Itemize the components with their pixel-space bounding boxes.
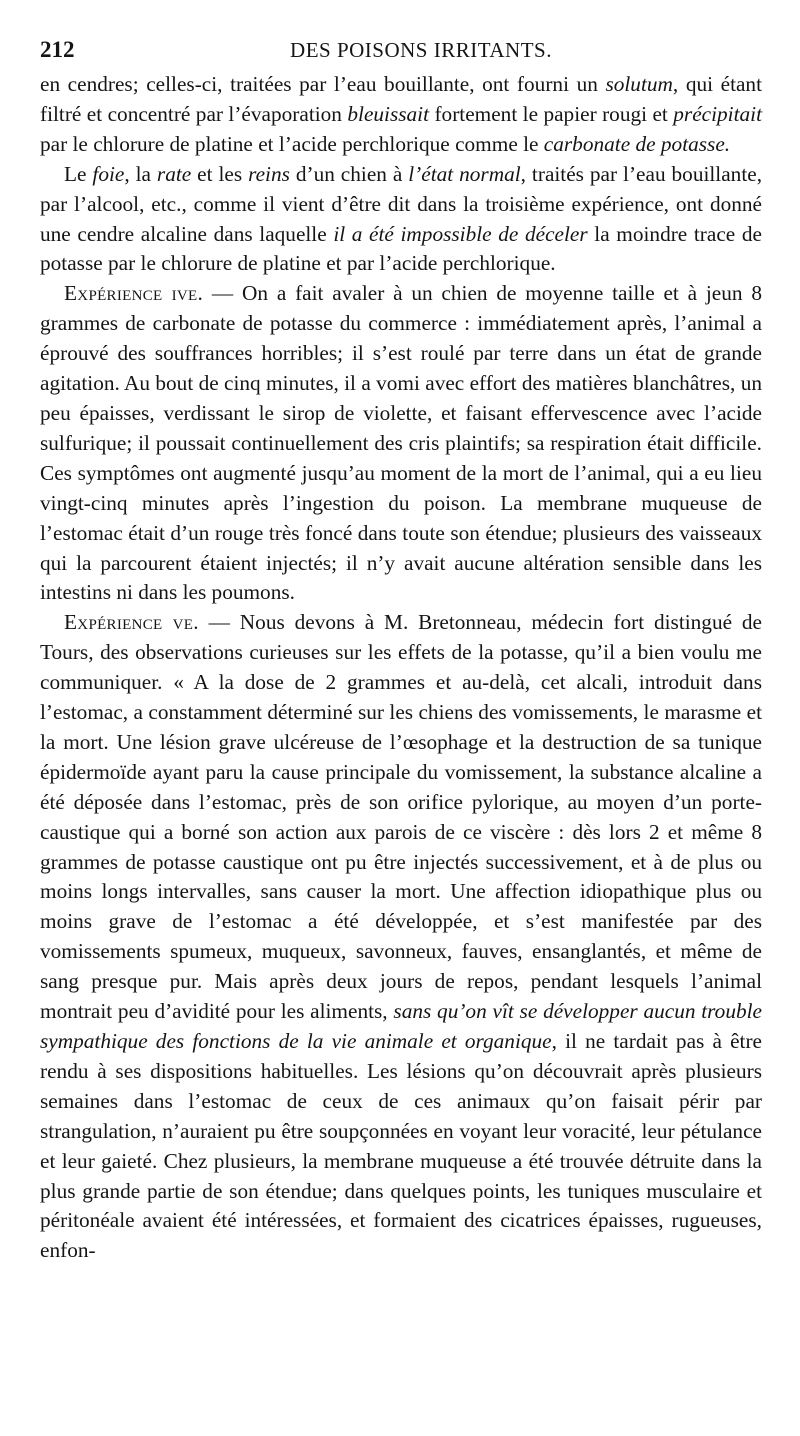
italic-text: rate <box>156 161 192 186</box>
text-run: , traités par l’eau bouillante, par l’alcool, etc., comme il vient d’être dit dans la troisième expérience, ont donné une cendre alcaline dans laquelle <box>40 161 763 246</box>
italic-text: il a été impossible de déceler <box>333 221 588 246</box>
paragraph <box>40 279 762 608</box>
text-run: — On a fait avaler à un chien de moyenne taille et à jeun 8 grammes de carbonate de potasse du commerce : immédiatement après, l’animal a éprouvé des souffrances horribles; il s’est roulé par terre dans un état de grande agitation. Au bout de cinq minutes, il a vomi avec effort des matières blanchâtres, un peu épaisses, verdissant le sirop de violette, et faisant effervescence avec l’acide sulfurique; il poussait continuellement des cris plaintifs; sa respiration était difficile. Ces symptômes ont augmenté jusqu’au moment de la mort de l’animal, qui a eu lieu vingt-cinq minutes après l’ingestion du poison. La membrane muqueuse de l’estomac était d’un rouge très foncé dans toute son étendue; plusieurs des vaisseaux qui la parcourent étaient injectés; il n’y avait aucune altération sensible dans les intestins ni dans les poumons. <box>40 281 762 605</box>
italic-text: carbonate de potasse. <box>543 131 731 156</box>
text-run: , il ne tardait pas à être rendu à ses dispositions habituelles. Les lésions qu’on découvrait après plusieurs semaines dans l’estomac de ceux de ces animaux qu’on faisait périr par strangulation, n’auraient pu être soupçonnées en voyant leur voracité, leur pétulance et leur gaieté. Chez plusieurs, la membrane muqueuse a été trouvée détruite dans la plus grande partie de son étendue; dans quelques points, les tuniques musculaire et péritonéale avaient été intéressées, et formaient des cicatrices épaisses, rugueuses, enfon- <box>40 1029 762 1263</box>
text-run: et les <box>191 161 249 186</box>
text-run: , qui étant filtré et concentré par l’évaporation <box>40 72 762 126</box>
page-number: 212 <box>40 37 75 62</box>
italic-text: bleuissait <box>347 101 430 126</box>
italic-text: sans qu’on vît se développer aucun trouble sympathique des fonctions de la vie animale et organique <box>40 999 762 1053</box>
body-text <box>40 70 762 1266</box>
text-run: Le <box>64 161 93 186</box>
italic-text: reins <box>248 161 290 186</box>
paragraph <box>40 70 762 160</box>
running-title: DES POISONS IRRITANTS. <box>290 38 552 62</box>
text-run: la moindre trace de potasse par le chlorure de platine et par l’acide perchlorique. <box>40 221 762 276</box>
italic-text: précipitait <box>673 101 762 126</box>
text-run: en cendres; celles-ci, traitées par l’eau bouillante, ont fourni un <box>40 72 606 96</box>
experiment-heading: Expérience ve. <box>64 610 199 635</box>
experiment-heading: Expérience ive. <box>64 281 204 306</box>
text-run: d’un chien à <box>289 161 409 186</box>
text-run: , la <box>124 161 157 186</box>
italic-text: foie <box>92 161 125 186</box>
paragraph <box>40 608 762 1266</box>
running-head <box>40 30 762 70</box>
text-run: par le chlorure de platine et l’acide perchlorique comme le <box>40 131 544 156</box>
text-run: fortement le papier rougi et <box>429 101 674 126</box>
text-run: — Nous devons à M. Bretonneau, médecin fort distingué de Tours, des observations curieuses sur les effets de la potasse, qu’il a bien voulu me communiquer. « A la dose de 2 grammes et au-delà, cet alcali, introduit dans l’estomac, a constamment déterminé sur les chiens des vomissements, le marasme et la mort. Une lésion grave ulcéreuse de l’œsophage et la destruction de sa tunique épidermoïde ayant paru la cause principale du vomissement, la substance alcaline a été déposée dans l’estomac, près de son orifice pylorique, au moyen d’un porte-caustique qui a borné son action aux parois de ce viscère : dès lors 2 et même 8 grammes de potasse caustique ont pu être injectés successivement, et à de plus ou moins longs intervalles, sans causer la mort. Une affection idiopathique plus ou moins grave de l’estomac a été développée, et s’est manifestée par des vomissements spumeux, muqueux, savonneux, fauves, ensanglantés, et même de sang presque pur. Mais après deux jours de repos, pendant lesquels l’animal montrait peu d’avidité pour les aliments, <box>40 610 762 1024</box>
italic-text: l’état normal <box>408 161 521 186</box>
paragraph <box>40 160 762 280</box>
italic-text: solutum <box>605 72 673 96</box>
